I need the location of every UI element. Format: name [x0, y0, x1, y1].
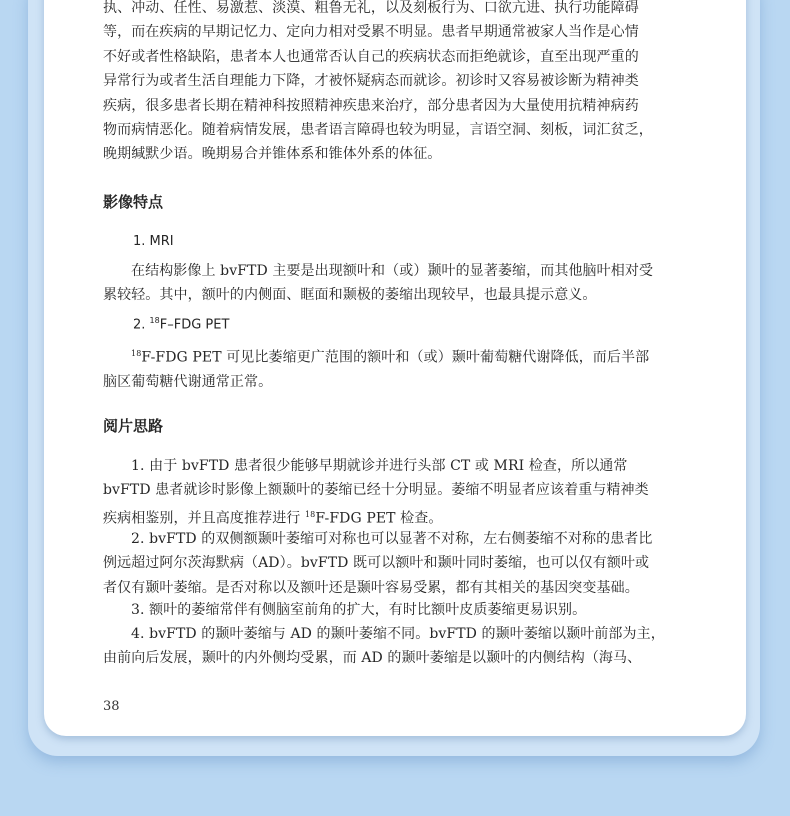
- r1-last-prefix: 疾病相鉴别，并且高度推荐进行: [103, 510, 305, 527]
- pet-line-text: F-FDG PET 可见比萎缩更广范围的额叶和（或）颞叶葡萄糖代谢降低，而后半部: [141, 349, 650, 366]
- reading-paragraph-4: [103, 622, 671, 671]
- text-line: 者仅有颞叶萎缩。是否对称以及额叶还是颞叶容易受累，都有其相关的基因突变基础。: [103, 579, 639, 596]
- reading-paragraph-2: [103, 527, 671, 600]
- pet-label-prefix: 2.: [133, 317, 150, 333]
- text-line: 在结构影像上 bvFTD 主要是出现额叶和（或）颞叶的显著萎缩，而其他脑叶相对受: [131, 263, 654, 279]
- text-line: 疾病，很多患者长期在精神科按照精神疾患来治疗，部分患者因为大量使用抗精神病药: [103, 97, 639, 114]
- reading-paragraph-3: [103, 598, 671, 622]
- text-line: 例远超过阿尔茨海默病（AD）。bvFTD 既可以额叶和颞叶同时萎缩，也可以仅有额叶或: [103, 555, 650, 572]
- text-line: 异常行为或者生活自理能力下降，才被怀疑病态而就诊。初诊时又容易被诊断为精神类: [103, 73, 639, 90]
- text-line: bvFTD 患者就诊时影像上额颞叶的萎缩已经十分明显。萎缩不明显者应该着重与精神类: [103, 482, 649, 499]
- intro-paragraph: [103, 0, 671, 167]
- text-line: 物而病情恶化。随着病情发展，患者语言障碍也较为明显，言语空洞、刻板，词汇贫乏，: [103, 122, 653, 139]
- pet-paragraph: [103, 342, 671, 394]
- pet-label-rest: F–FDG PET: [159, 317, 230, 333]
- text-line: 不好或者性格缺陷，患者本人也通常否认自己的疾病状态而拒绝就诊，直至出现严重的: [103, 48, 639, 65]
- text-line: 累较轻。其中，额叶的内侧面、眶面和颞极的萎缩出现较早，也最具提示意义。: [103, 287, 597, 304]
- pet-label-sup: 18: [149, 316, 160, 325]
- text-line: 4. bvFTD 的颞叶萎缩与 AD 的颞叶萎缩不同。bvFTD 的颞叶萎缩以颞叶前部为主，: [131, 626, 665, 642]
- text-line: 1. 由于 bvFTD 患者很少能够早期就诊并进行头部 CT 或 MRI 检查，所以通常: [131, 458, 628, 474]
- reading-paragraph-1: [103, 454, 671, 531]
- text-line: 脑区葡萄糖代谢通常正常。: [103, 374, 273, 391]
- text-line: 由前向后发展，颞叶的内外侧均受累，而 AD 的颞叶萎缩是以颞叶的内侧结构（海马、: [103, 650, 642, 667]
- text-line: [103, 342, 671, 370]
- page-number: 38: [103, 699, 120, 714]
- subheading-pet: [133, 316, 229, 332]
- section-heading-reading: 阅片思路: [103, 417, 164, 435]
- section-heading-imaging: 影像特点: [103, 193, 164, 211]
- r1-last-rest: F-FDG PET 检查。: [315, 510, 443, 527]
- text-line: 晚期缄默少语。晚期易合并锥体系和锥体外系的体征。: [103, 146, 442, 163]
- text-line: 3. 额叶的萎缩常伴有侧脑室前角的扩大，有时比额叶皮质萎缩更易识别。: [131, 602, 587, 618]
- pet-line-sup: 18: [131, 349, 142, 358]
- mri-paragraph: [103, 259, 671, 308]
- text-line: 2. bvFTD 的双侧额颞叶萎缩可对称也可以显著不对称，左右侧萎缩不对称的患者比: [131, 531, 653, 547]
- text-line: 等，而在疾病的早期记忆力、定向力相对受累不明显。患者早期通常被家人当作是心情: [103, 24, 639, 41]
- r1-sup: 18: [304, 509, 316, 519]
- subheading-mri: 1. MRI: [133, 234, 174, 249]
- text-line: 执、冲动、任性、易激惹、淡漠、粗鲁无礼，以及刻板行为、口欲亢进、执行功能障碍: [103, 0, 639, 16]
